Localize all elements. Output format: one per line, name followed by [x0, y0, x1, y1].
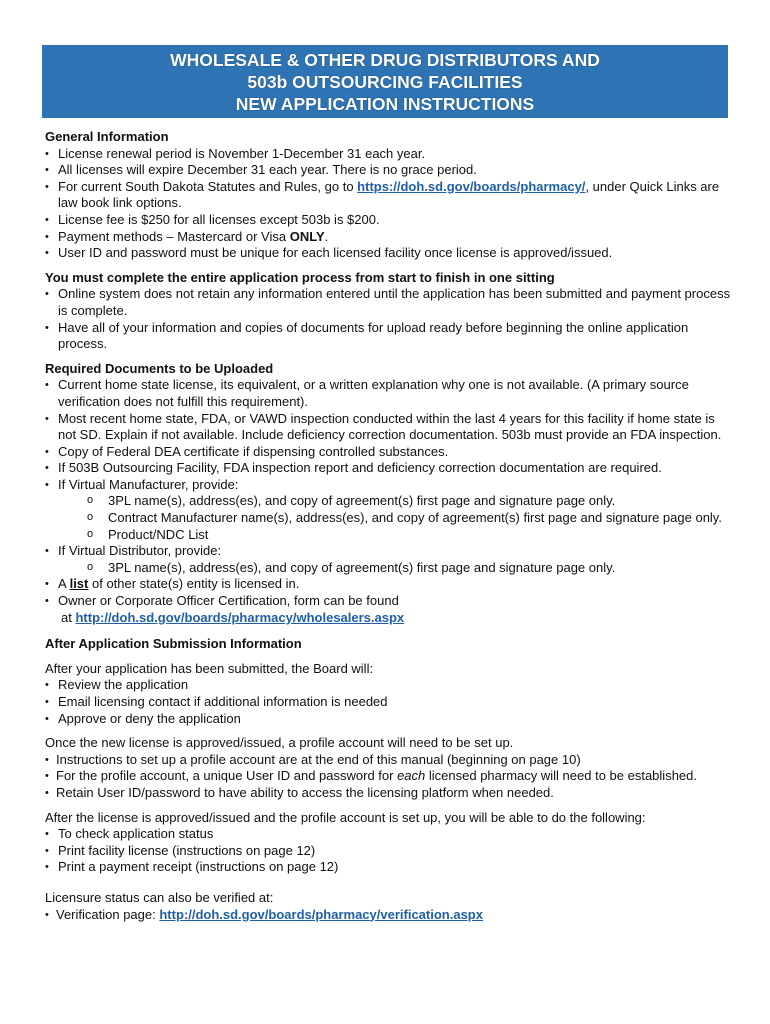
header-line-2: 503b OUTSOURCING FACILITIES [247, 72, 523, 92]
required-docs-list [45, 377, 735, 626]
list-item [45, 907, 735, 924]
wholesalers-link[interactable]: http://doh.sd.gov/boards/pharmacy/wholesalers.aspx [75, 609, 405, 625]
virtual-distributor-label: If Virtual Distributor, provide: [58, 543, 222, 559]
list-item: • Copy of Federal DEA certificate if dispensing controlled substances. [45, 444, 735, 461]
list-item: • All licenses will expire December 31 each year. There is no grace period. [45, 162, 735, 179]
list-item: • Email licensing contact if additional information is needed [45, 694, 735, 711]
verify-list [45, 907, 735, 924]
complete-list [45, 286, 735, 352]
list-item [45, 543, 735, 576]
list-item: • Print facility license (instructions on page 12) [45, 843, 735, 860]
list-item: • License renewal period is November 1-December 31 each year. [45, 146, 735, 163]
list-item: • Approve or deny the application [45, 711, 735, 728]
verification-link[interactable]: http://doh.sd.gov/boards/pharmacy/verification.aspx [159, 906, 483, 922]
sub-list-item: o Contract Manufacturer name(s), address(es), and copy of agreement(s) first page and signature page only. [58, 510, 735, 527]
able-intro: After the license is approved/issued and the profile account is set up, you will be able to do the following: [45, 809, 646, 825]
able-list [45, 826, 735, 876]
list-item: • User ID and password must be unique for each licensed facility once license is approved/issued. [45, 245, 735, 262]
payment-end: . [324, 228, 329, 244]
document-body [45, 129, 735, 923]
list-item [45, 576, 735, 593]
after-submission-heading: After Application Submission Information [45, 636, 302, 652]
list-item [45, 179, 735, 212]
pharmacy-board-link[interactable]: https://doh.sd.gov/boards/pharmacy/ [357, 178, 586, 194]
list-item: • Have all of your information and copies of documents for upload ready before beginning the online application process. [45, 320, 735, 353]
owner-at: at [61, 609, 76, 625]
verify-intro: Licensure status can also be verified at: [45, 889, 274, 905]
statutes-text: For current South Dakota Statutes and Rules, go to [58, 178, 358, 194]
profile-text-pre: For the profile account, a unique User ID and password for [56, 768, 398, 784]
statutes-text-end: , under Quick Links are law book link options. [58, 178, 720, 211]
owner-cert-text: Owner or Corporate Officer Certification, form can be found [58, 593, 399, 609]
payment-text: Payment methods – Mastercard or Visa [58, 228, 290, 244]
header-banner [42, 45, 728, 118]
header-line-3: NEW APPLICATION INSTRUCTIONS [235, 94, 535, 114]
list-item: • If 503B Outsourcing Facility, FDA inspection report and deficiency correction documentation are required. [45, 460, 735, 477]
list-item [45, 768, 735, 785]
list-item [45, 593, 735, 626]
list-item: • Review the application [45, 677, 735, 694]
payment-only: ONLY [289, 228, 325, 244]
header-line-1: WHOLESALE & OTHER DRUG DISTRIBUTORS AND [170, 50, 600, 70]
list-item [45, 229, 735, 246]
sub-list-item: o 3PL name(s), address(es), and copy of agreement(s) first page and signature page only. [58, 560, 735, 577]
list-item: • To check application status [45, 826, 735, 843]
list-item: • Most recent home state, FDA, or VAWD inspection conducted within the last 4 years for this facility if home state is not SD. Explain if not available. Include deficiency correction documentation. 503b must provide an FDA inspection. [45, 411, 735, 444]
list-word: list [69, 576, 89, 592]
list-item: • Online system does not retain any information entered until the application has been submitted and payment process is complete. [45, 286, 735, 319]
sub-list-item: o Product/NDC List [58, 527, 735, 544]
list-item: • License fee is $250 for all licenses except 503b is $200. [45, 212, 735, 229]
complete-heading: You must complete the entire application process from start to finish in one sitting [45, 269, 555, 285]
profile-intro: Once the new license is approved/issued, a profile account will need to be set up. [45, 735, 514, 751]
sub-list-item: o 3PL name(s), address(es), and copy of agreement(s) first page and signature page only. [58, 493, 735, 510]
virtual-manufacturer-sublist [58, 493, 735, 543]
verify-text: Verification page: [56, 906, 160, 922]
list-text-post: of other state(s) entity is licensed in. [88, 576, 300, 592]
profile-each: each [397, 768, 426, 784]
profile-text-post: licensed pharmacy will need to be established. [425, 768, 697, 784]
general-info-heading: General Information [45, 129, 169, 144]
list-item [45, 477, 735, 543]
list-text-pre: A [58, 576, 70, 592]
list-item: • Current home state license, its equivalent, or a written explanation why one is not available. (A primary source verification does not fulfill this requirement). [45, 377, 735, 410]
after-intro: After your application has been submitted, the Board will: [45, 660, 374, 676]
virtual-distributor-sublist [58, 560, 735, 577]
list-item: • Retain User ID/password to have ability to access the licensing platform when needed. [45, 785, 735, 802]
virtual-manufacturer-label: If Virtual Manufacturer, provide: [58, 476, 239, 492]
list-item: • Instructions to set up a profile account are at the end of this manual (beginning on page 10) [45, 752, 735, 769]
board-actions-list [45, 677, 735, 727]
profile-list [45, 752, 735, 802]
list-item: • Print a payment receipt (instructions on page 12) [45, 859, 735, 876]
required-docs-heading: Required Documents to be Uploaded [45, 360, 274, 376]
general-info-list [45, 146, 735, 262]
